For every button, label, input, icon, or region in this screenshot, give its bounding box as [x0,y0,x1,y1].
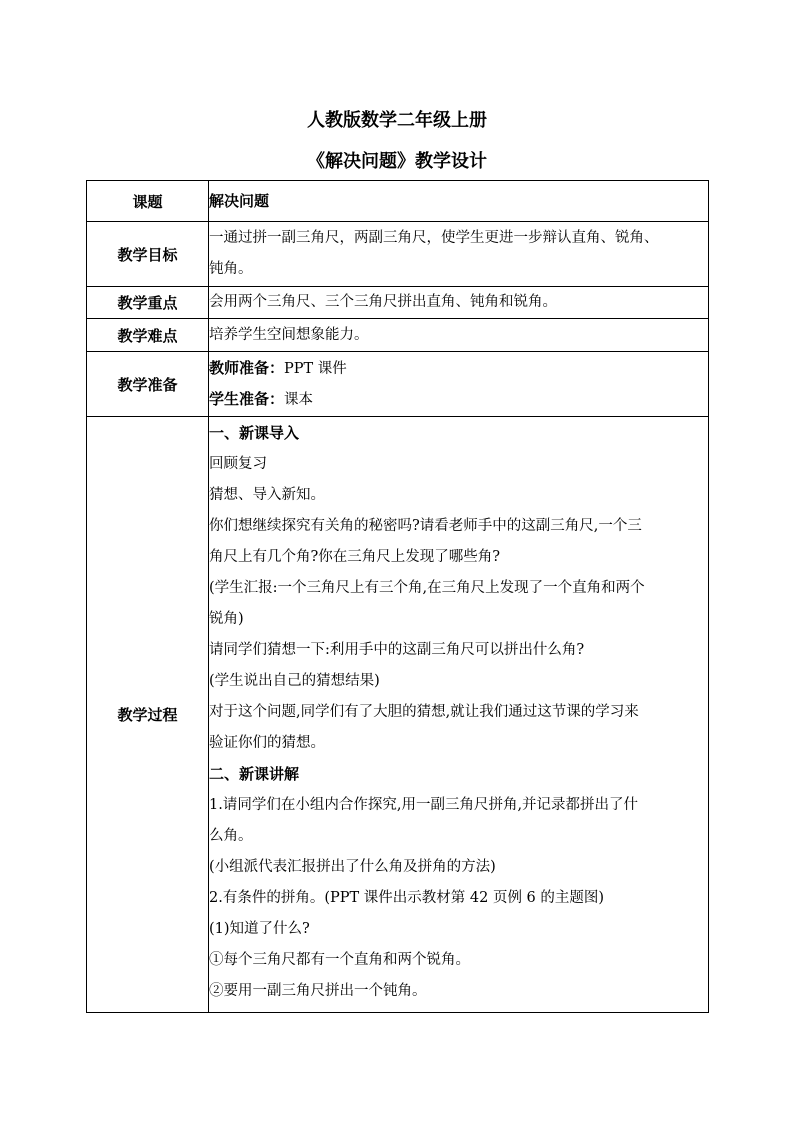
process-line: 对于这个问题,同学们有了大胆的猜想,就让我们通过这节课的学习来 [209,704,639,720]
key-point-label: 教学重点 [87,287,209,319]
goal-line: 钝角。 [209,261,253,277]
process-line: (学生说出自己的猜想结果) [209,673,380,689]
process-line: (1)知道了什么? [209,921,310,937]
process-line: 2.有条件的拼角。(PPT 课件出示教材第 42 页例 6 的主题图) [209,890,605,906]
difficulty-label: 教学难点 [87,319,209,352]
process-line: ①每个三角尺都有一个直角和两个锐角。 [209,952,470,968]
section-heading: 一、新课导入 [209,424,300,442]
topic-value: 解决问题 [209,191,270,210]
process-line: 么角。 [209,828,253,844]
table-row-preparation [87,352,709,417]
goal-line: 一通过拼一副三角尺，两副三角尺，使学生更进一步辩认直角、锐角、 [209,230,659,246]
preparation-label: 教学准备 [87,352,209,417]
section-heading: 二、新课讲解 [209,765,300,783]
table-row-topic [87,181,709,222]
teacher-preparation-value: PPT 课件 [284,361,347,377]
difficulty-value: 培养学生空间想象能力。 [209,326,369,343]
process-value-cell [209,417,709,1013]
teacher-preparation [209,353,708,384]
table-row-key-point [87,287,709,319]
key-point-value: 会用两个三角尺、三个三角尺拼出直角、钝角和锐角。 [209,294,557,310]
document-title: 人教版数学二年级上册 [307,110,487,131]
process-line: (小组派代表汇报拼出了什么角及拼角的方法) [209,859,496,875]
process-line: 角尺上有几个角?你在三角尺上发现了哪些角? [209,549,501,565]
goal-value-cell [209,222,709,287]
process-line: 你们想继续探究有关角的秘密吗?请看老师手中的这副三角尺,一个三 [209,518,642,534]
student-preparation-value: 课本 [284,392,314,408]
process-line: 1.请同学们在小组内合作探究,用一副三角尺拼角,并记录都拼出了什 [209,797,639,813]
document-subtitle: 《解决问题》教学设计 [307,151,487,172]
key-point-value-cell [209,287,709,319]
goal-label: 教学目标 [87,222,209,287]
student-preparation-label: 学生准备： [209,390,285,408]
process-line: 锐角) [209,611,244,627]
topic-label: 课题 [87,181,209,222]
teacher-preparation-label: 教师准备： [209,359,285,377]
preparation-value-cell [209,352,709,417]
process-line: 请同学们猜想一下:利用手中的这副三角尺可以拼出什么角? [209,642,585,658]
process-label: 教学过程 [87,417,209,1013]
table-row-process [87,417,709,1013]
process-line: 回顾复习 [209,456,267,472]
process-line: ②要用一副三角尺拼出一个钝角。 [209,983,427,999]
process-line: 猜想、导入新知。 [209,487,325,503]
table-row-goal [87,222,709,287]
student-preparation [209,384,708,415]
table-row-difficulty [87,319,709,352]
topic-value-cell [209,181,709,222]
process-line: 验证你们的猜想。 [209,735,325,751]
process-line: (学生汇报:一个三角尺上有三个角,在三角尺上发现了一个直角和两个 [209,580,645,596]
lesson-plan-table [86,180,709,1013]
difficulty-value-cell [209,319,709,352]
